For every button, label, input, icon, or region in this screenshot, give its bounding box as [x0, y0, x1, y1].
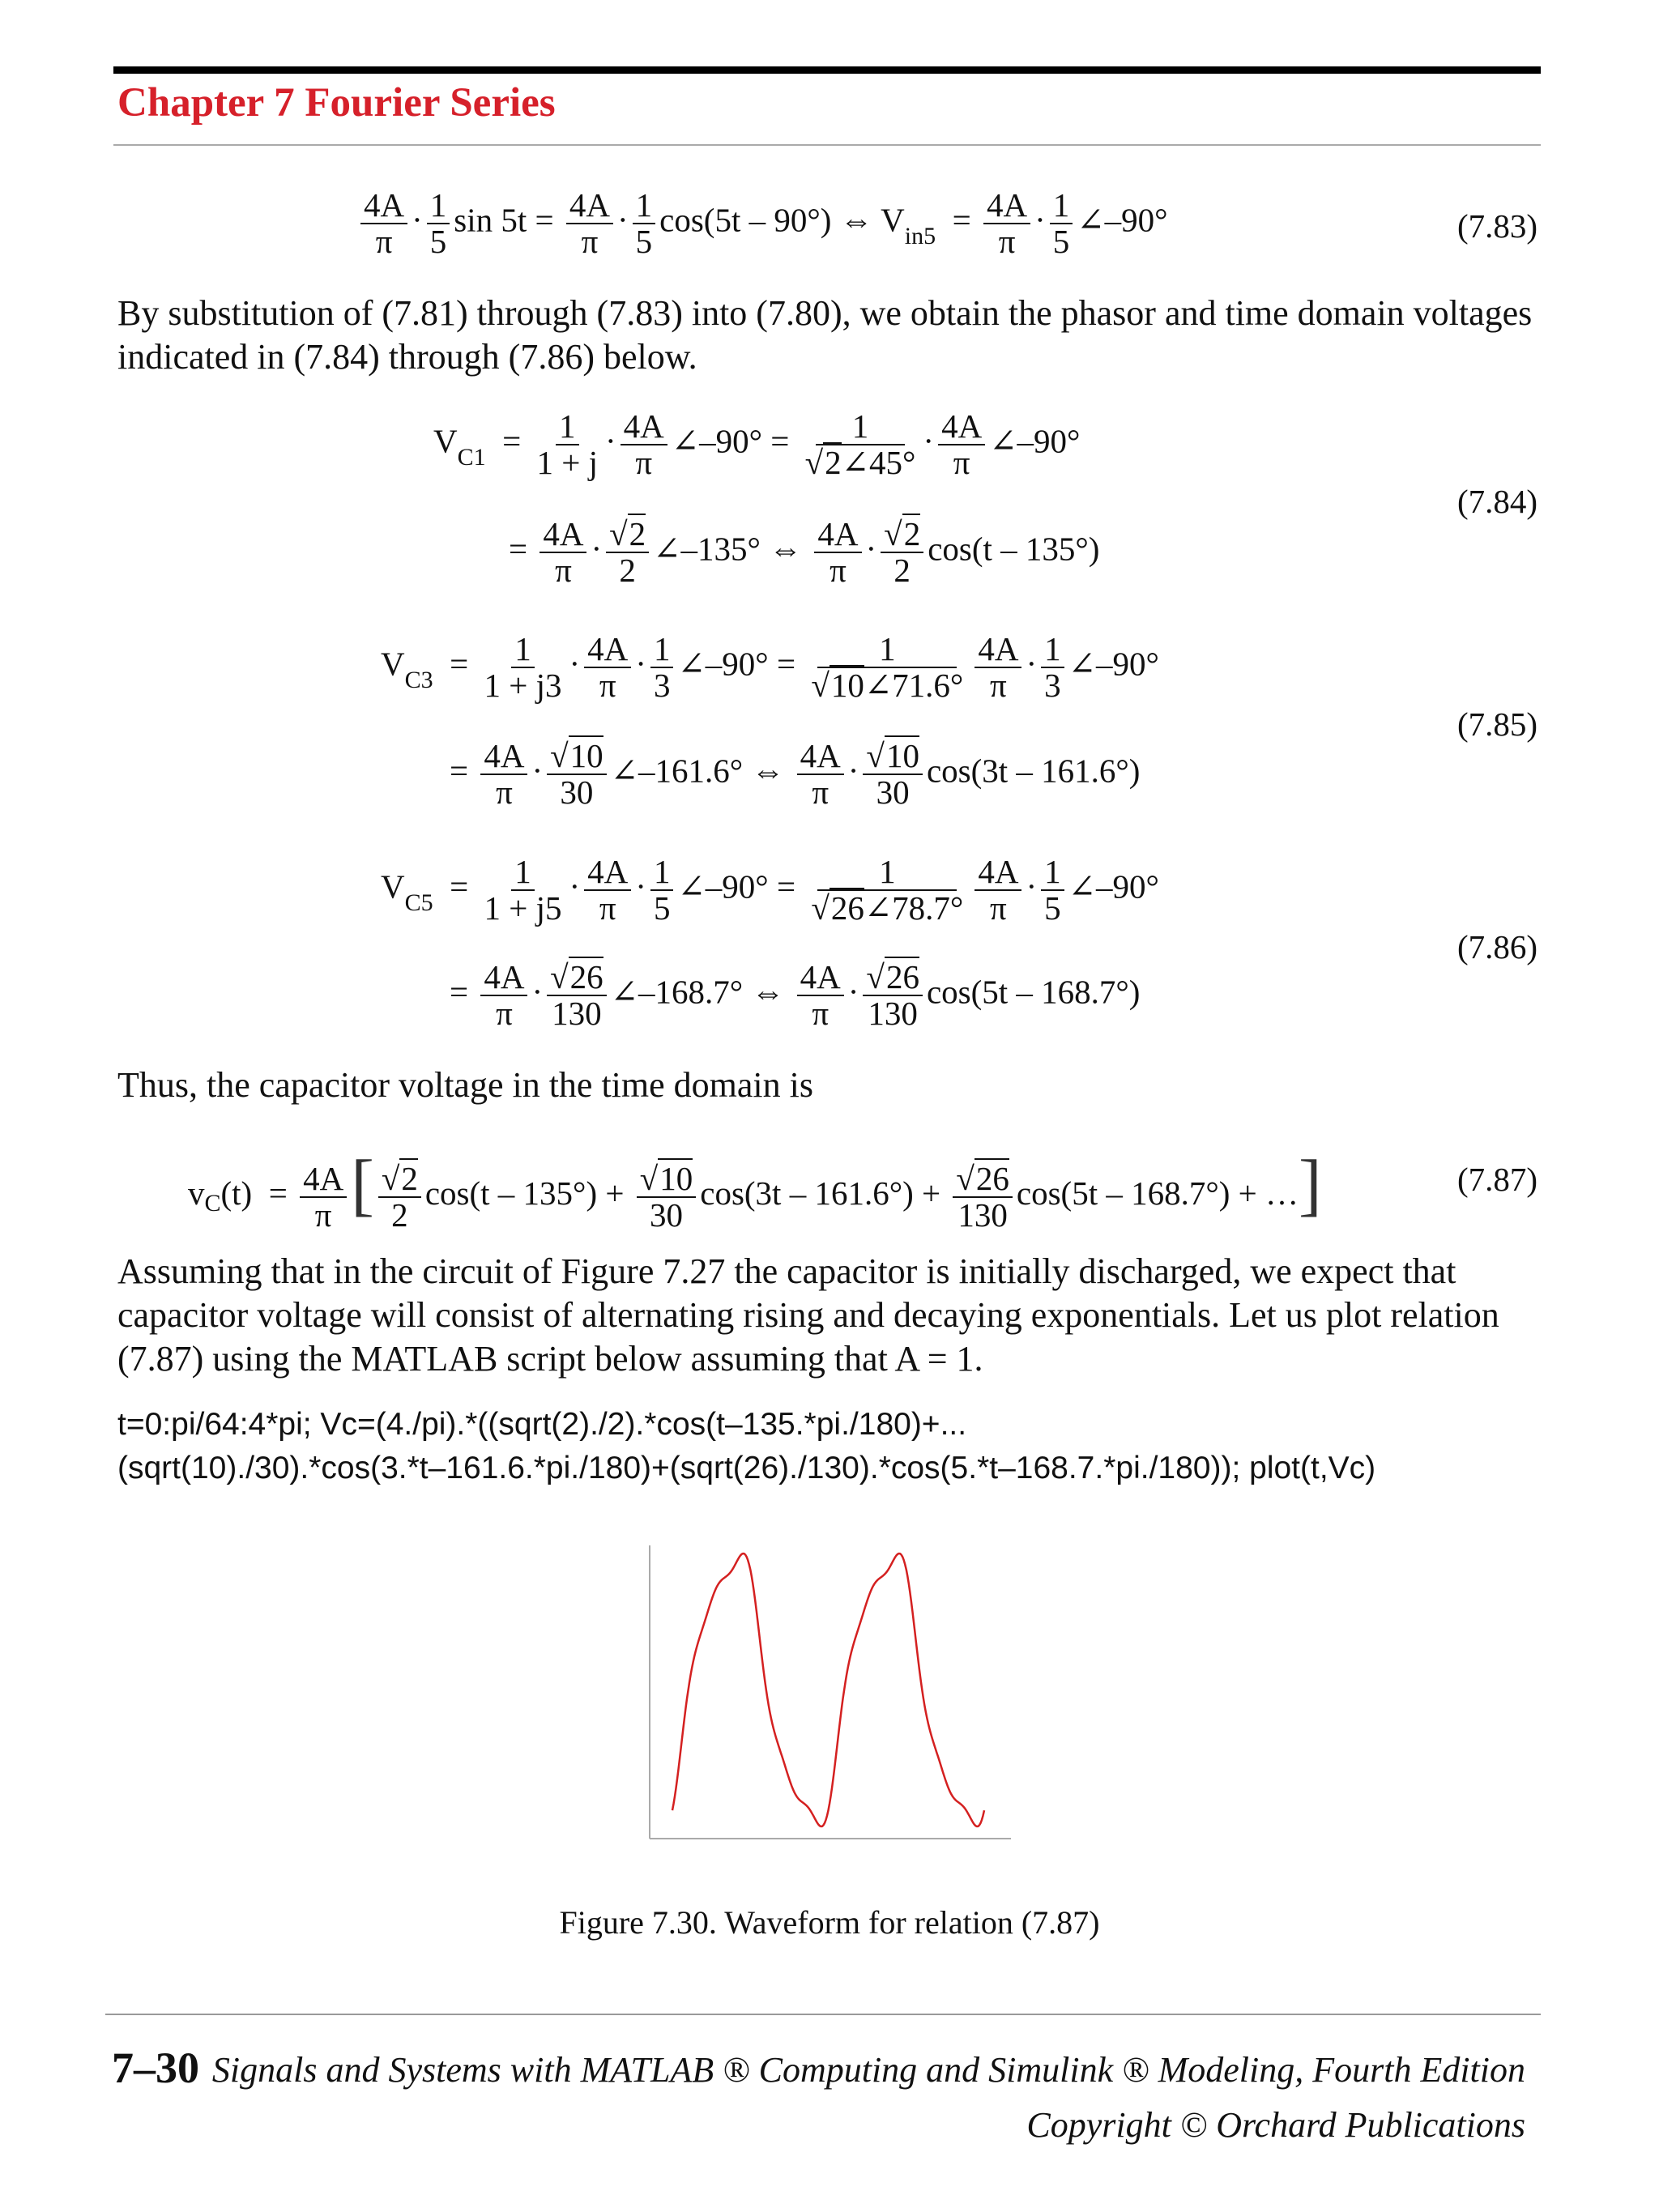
- equation-number: (7.83): [1456, 207, 1537, 245]
- code-line: t=0:pi/64:4*pi; Vc=(4./pi).*((sqrt(2)./2).*cos(t–135.*pi./180)+...: [117, 1407, 967, 1442]
- code-line: (sqrt(10)./30).*cos(3.*t–161.6.*pi./180)+(sqrt(26)./130).*cos(5.*t–168.7.*pi./180)); plot(t,Vc): [117, 1451, 1376, 1485]
- equation-number: (7.84): [1456, 483, 1537, 520]
- equation-7-87: vC(t) = $\frac{4A}{\pi}$ [ $\frac{√2}{2}$ cos(t – 135°) + $\frac{√10}{30}$ cos(3t – 161.6°) + $\frac{√26}{130}$ cos(5t – 168.7°) + …]: [188, 1145, 1322, 1234]
- copyright: Copyright © Orchard Publications: [1026, 2105, 1525, 2145]
- paragraph: By substitution of (7.81) through (7.83) into (7.80), we obtain the phasor and time domain voltages indicated in (7.84) through (7.86) below.: [117, 293, 1533, 377]
- footer-rule: [105, 2014, 1541, 2015]
- waveform-plot: [632, 1539, 1013, 1847]
- equation-7-85-line1: $V_{C3}$ = $\frac{1}{1 + j3}$ · $\frac{4A}{\pi}$ · $\frac{1}{3}$ ∠–90° = $\frac{1}{√10\angle 71.6^\circ}$ $\frac{4A}{\pi}$ · $\frac{1}{3}$ ∠–90°: [381, 630, 1159, 705]
- paragraph: Thus, the capacitor voltage in the time domain is: [117, 1065, 813, 1105]
- paragraph: Assuming that in the circuit of Figure 7.27 the capacitor is initially discharged, we expect that capacitor voltage will consist of alternating rising and decaying exponentials. Let us plot relation (7.87) using the MATLAB script below assuming that A = 1.: [117, 1251, 1499, 1379]
- equation-7-84-line1: $V_{C1}$ = $\frac{1}{1 + j}$ · $\frac{4A}{\pi}$ ∠–90° = $\frac{1}{√2\angle 45^\circ}$ · $\frac{4A}{\pi}$ ∠–90°: [433, 407, 1081, 482]
- equation-7-86-line1: $V_{C5}$ = $\frac{1}{1 + j5}$ · $\frac{4A}{\pi}$ · $\frac{1}{5}$ ∠–90° = $\frac{1}{√26\angle 78.7^\circ}$ $\frac{4A}{\pi}$ · $\frac{1}{5}$ ∠–90°: [381, 853, 1159, 927]
- top-rule: [113, 66, 1541, 74]
- equation-number: (7.85): [1456, 705, 1537, 743]
- header-rule: [113, 144, 1541, 146]
- equation-7-83: $\frac{4A}{\pi}$ · $\frac{1}{5}$ sin 5t = $\frac{4A}{\pi}$ · $\frac{1}{5}$ cos(5t – 90°) ⇔ $V_{in5}$ = $\frac{4A}{\pi}$ · $\frac{1}{5}$ ∠–90°: [356, 188, 1168, 259]
- page-number: 7–30: [112, 2044, 199, 2092]
- equation-number: (7.87): [1456, 1161, 1537, 1198]
- book-title: Signals and Systems with MATLAB ® Computing and Simulink ® Modeling, Fourth Edition: [211, 2050, 1525, 2090]
- equation-7-86-line2: = $\frac{4A}{\pi}$ · $\frac{√26}{130}$ ∠–168.7° ⇔ $\frac{4A}{\pi}$ · $\frac{√26}{130}$ cos(5t – 168.7°): [450, 958, 1141, 1033]
- equation-7-84-line2: = $\frac{4A}{\pi}$ · $\frac{√2}{2}$ ∠–135° ⇔ $\frac{4A}{\pi}$ · $\frac{√2}{2}$ cos(t – 135°): [509, 515, 1100, 590]
- waveform-line: [672, 1554, 984, 1826]
- chapter-title: Chapter 7 Fourier Series: [117, 80, 556, 126]
- figure-caption: Figure 7.30. Waveform for relation (7.87): [559, 1904, 1100, 1941]
- equation-7-85-line2: = $\frac{4A}{\pi}$ · $\frac{√10}{30}$ ∠–161.6° ⇔ $\frac{4A}{\pi}$ · $\frac{√10}{30}$ cos(3t – 161.6°): [450, 737, 1141, 812]
- equation-number: (7.86): [1456, 928, 1537, 965]
